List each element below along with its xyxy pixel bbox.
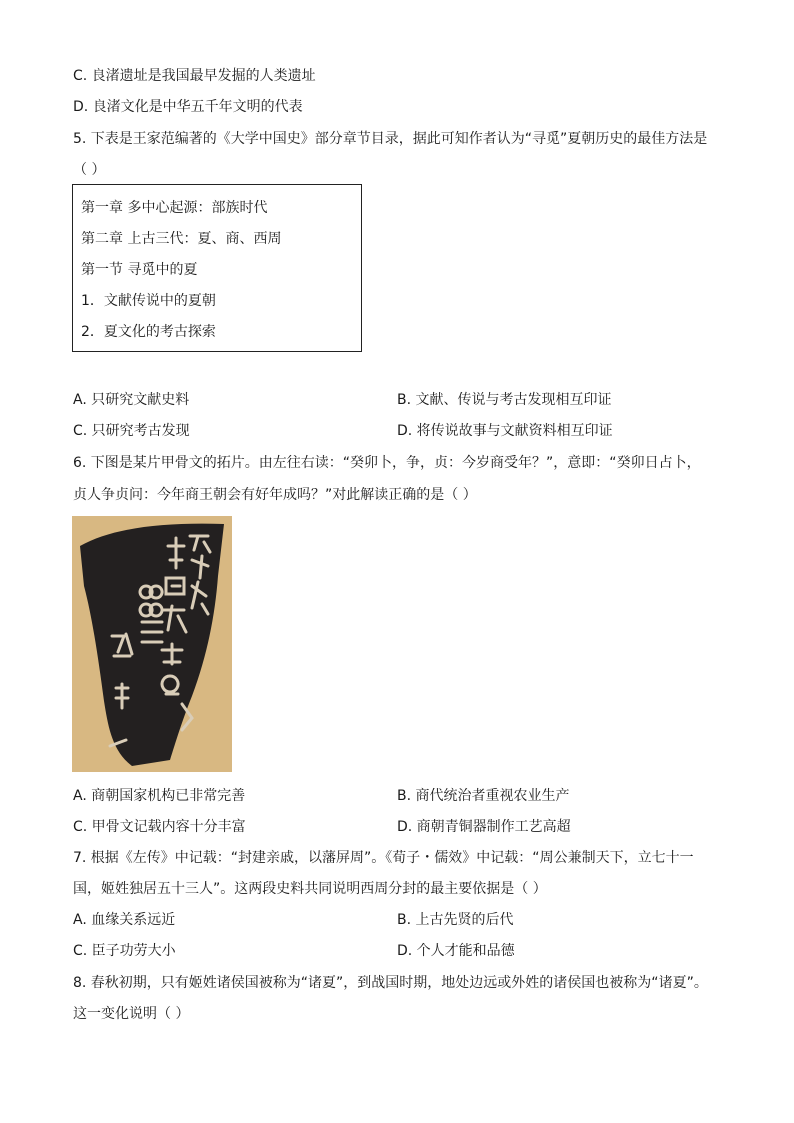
oracle-bone-rubbing-svg — [72, 516, 232, 772]
q8-stem-line2: 这一变化说明（ ） — [73, 1006, 190, 1022]
q6-option-c: C. 甲骨文记载内容十分丰富 — [73, 819, 246, 835]
q7-option-d: D. 个人才能和品德 — [397, 943, 515, 959]
q5-option-d: D. 将传说故事与文献资料相互印证 — [397, 423, 613, 439]
q5-toc-table — [72, 184, 362, 352]
q7-stem-line1: 7. 根据《左传》中记载：“封建亲戚，以藩屏周”。《荀子・儒效》中记载：“周公兼制天下，立七十一 — [73, 850, 694, 866]
q8-stem-line1: 8. 春秋初期，只有姬姓诸侯国被称为“诸夏”，到战国时期，地处边远或外姓的诸侯国也被称为“诸夏”。 — [73, 975, 708, 991]
q6-stem-line1: 6. 下图是某片甲骨文的拓片。由左往右读：“癸卯卜，争，贞：今岁商受年？”，意即：“癸卯日占卜， — [73, 455, 701, 471]
q6-option-a: A. 商朝国家机构已非常完善 — [73, 788, 246, 804]
q5-option-c: C. 只研究考古发现 — [73, 423, 190, 439]
toc-line: 第一节 寻觅中的夏 — [81, 262, 198, 278]
q4-option-d: D. 良渚文化是中华五千年文明的代表 — [73, 99, 303, 115]
q5-stem-line1: 5. 下表是王家范编著的《大学中国史》部分章节目录，据此可知作者认为“寻觅”夏朝历史的最佳方法是 — [73, 131, 708, 147]
q4-option-c: C. 良渚遗址是我国最早发掘的人类遗址 — [73, 68, 316, 84]
q6-stem-line2: 贞人争贞问：今年商王朝会有好年成吗？”对此解读正确的是（ ） — [73, 487, 477, 503]
q6-option-d: D. 商朝青铜器制作工艺高超 — [397, 819, 571, 835]
toc-line: 1．文献传说中的夏朝 — [81, 293, 216, 309]
q5-option-b: B. 文献、传说与考古发现相互印证 — [397, 392, 612, 408]
oracle-bone-rubbing-image — [72, 516, 232, 772]
q7-option-a: A. 血缘关系远近 — [73, 912, 176, 928]
q6-option-b: B. 商代统治者重视农业生产 — [397, 788, 570, 804]
q7-option-b: B. 上古先贤的后代 — [397, 912, 514, 928]
toc-line: 第一章 多中心起源：部族时代 — [81, 200, 268, 216]
q5-option-a: A. 只研究文献史料 — [73, 392, 190, 408]
q7-stem-line2: 国，姬姓独居五十三人”。这两段史料共同说明西周分封的最主要依据是（ ） — [73, 881, 547, 897]
toc-line: 第二章 上古三代：夏、商、西周 — [81, 231, 282, 247]
toc-line: 2．夏文化的考古探索 — [81, 324, 216, 340]
q5-stem-line2: （ ） — [73, 162, 106, 178]
q7-option-c: C. 臣子功劳大小 — [73, 943, 176, 959]
